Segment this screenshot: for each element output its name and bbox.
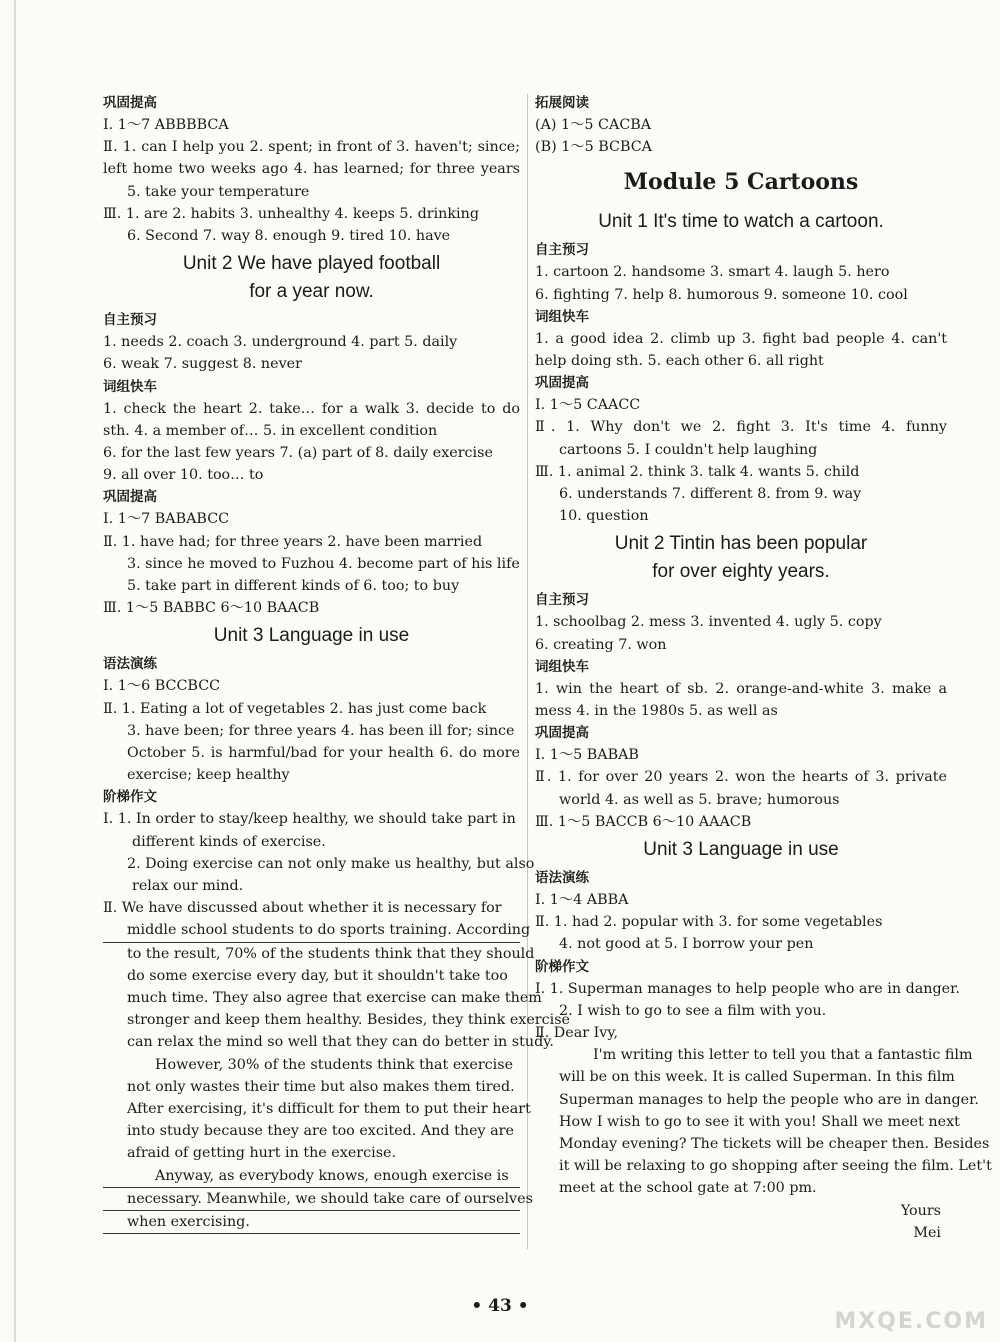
answer-line: Ⅱ. 1. Why don't we 2. fight 3. It's time 4. funny (535, 419, 947, 436)
page-edge (14, 0, 16, 1342)
unit-title (535, 208, 947, 236)
answer-line: Ⅱ. 1. have had; for three years 2. have been married (103, 533, 483, 550)
answer-line: relax our mind. (132, 878, 244, 895)
answer-line: sth. 4. a member of… 5. in excellent condition (103, 422, 438, 439)
answer-line: Ⅱ. 1. for over 20 years 2. won the hearts of 3. private (535, 769, 947, 786)
answer-line: (A) 1～5 CACBA (535, 117, 652, 133)
answer-line: 1. win the heart of sb. 2. orange-and-white 3. make a (535, 680, 947, 697)
page-number: • 43 • (471, 1296, 529, 1316)
section-heading: 自主预习 (103, 312, 157, 329)
unit-title-line: Unit 1 It's time to watch a cartoon. (598, 211, 884, 233)
answer-line: 2. I wish to go to see a film with you. (559, 1002, 827, 1019)
answer-line: Ⅰ. 1. In order to stay/keep healthy, we should take part in (103, 811, 516, 828)
answer-line: 5. take part in different kinds of 6. too; to buy (127, 578, 460, 594)
unit-title-line: Unit 2 We have played football (182, 253, 441, 275)
unit-title (103, 250, 520, 306)
essay-line: However, 30% of the students think that exercise (155, 1056, 514, 1073)
essay-line: middle school students to do sports training. According (103, 919, 520, 942)
answer-line: Ⅲ. 1. animal 2. think 3. talk 4. wants 5. child (535, 463, 860, 480)
answer-line: Ⅲ. 1～5 BACCB 6～10 AAACB (535, 813, 752, 830)
letter-signoff: Yours (900, 1202, 941, 1219)
answer-line: Ⅰ. 1. Superman manages to help people who are in danger. (535, 980, 960, 997)
answer-line: October 5. is harmful/bad for your health 6. do more (127, 745, 520, 762)
answer-line: 6. creating 7. won (535, 636, 667, 653)
letter-line: meet at the school gate at 7:00 pm. (559, 1180, 817, 1197)
letter-line: will be on this week. It is called Superman. In this film (559, 1069, 955, 1086)
essay-line: Ⅱ. We have discussed about whether it is necessary for (103, 900, 502, 917)
letter-line: I'm writing this letter to tell you that a fantastic film (593, 1047, 973, 1064)
section-heading: 拓展阅读 (535, 95, 589, 111)
answer-line: Ⅱ. 1. had 2. popular with 3. for some vegetables (535, 914, 883, 931)
letter-line: Superman manages to help the people who are in danger. (559, 1091, 979, 1108)
answer-line: 10. question (559, 508, 649, 525)
essay-line: can relax the mind so well that they can do better in study. (127, 1034, 554, 1051)
answer-line: exercise; keep healthy (127, 767, 290, 784)
answer-line: Ⅰ. 1～5 BABAB (535, 747, 639, 764)
answer-line: 6. fighting 7. help 8. humorous 9. someone 10. cool (535, 286, 908, 303)
answer-line: cartoons 5. I couldn't help laughing (559, 441, 818, 458)
section-heading: 巩固提高 (535, 375, 589, 392)
section-heading: 词组快车 (103, 378, 157, 395)
essay-line: into study because they are too excited. And they are (127, 1123, 514, 1140)
unit-title-line: Unit 2 Tintin has been popular (614, 533, 868, 555)
section-heading: 巩固提高 (103, 489, 157, 506)
answer-line: Ⅱ. 1. Eating a lot of vegetables 2. has just come back (103, 700, 487, 717)
section-heading: 词组快车 (535, 658, 589, 675)
answer-line: Ⅰ. 1～5 CAACC (535, 397, 641, 414)
answer-line: different kinds of exercise. (132, 833, 326, 850)
section-heading: 巩固提高 (103, 95, 157, 111)
letter-line: Ⅱ. Dear Ivy, (535, 1025, 619, 1042)
section-heading: 自主预习 (535, 242, 589, 259)
essay-line: to the result, 70% of the students think that they should (127, 945, 535, 962)
right-column (535, 92, 992, 1244)
answer-line: 2. Doing exercise can not only make us healthy, but also (127, 855, 535, 872)
unit-title (103, 622, 520, 650)
answer-line: 1. cartoon 2. handsome 3. smart 4. laugh 5. hero (535, 264, 890, 281)
unit-title (535, 530, 947, 586)
section-heading: 巩固提高 (535, 725, 589, 742)
answer-line: 1. needs 2. coach 3. underground 4. part 5. daily (103, 334, 458, 351)
letter-line: How I wish to go to see it with you! Shall we meet next (559, 1113, 960, 1130)
answer-line: 6. understands 7. different 8. from 9. way (559, 486, 862, 502)
unit-title-line: Unit 3 Language in use (213, 625, 410, 647)
answer-line: Ⅱ. 1. can I help you 2. spent; in front of 3. haven't; since; (103, 139, 520, 156)
answer-line: 6. Second 7. way 8. enough 9. tired 10. have (127, 227, 451, 244)
section-heading: 阶梯作文 (535, 958, 589, 975)
answer-line: Ⅰ. 1～7 BABABCC (103, 511, 230, 528)
section-heading: 自主预习 (535, 592, 589, 609)
unit-title-line: for over eighty years. (652, 561, 830, 583)
essay-line: do some exercise every day, but it shouldn't take too (127, 967, 508, 984)
essay-line: much time. They also agree that exercise can make them (127, 990, 542, 1007)
watermark: MXQE.COM (834, 1309, 988, 1334)
section-heading: 词组快车 (535, 308, 589, 325)
answer-line: left home two weeks ago 4. has learned; for three years (103, 161, 520, 178)
unit-title-line: Unit 3 Language in use (643, 839, 839, 860)
essay-line: stronger and keep them healthy. Besides, they think exercise (127, 1012, 571, 1029)
answer-line: 4. not good at 5. I borrow your pen (559, 936, 814, 953)
answer-line: Ⅰ. 1～6 BCCBCC (103, 678, 221, 695)
answer-line: mess 4. in the 1980s 5. as well as (535, 703, 778, 719)
section-heading: 语法演练 (535, 870, 589, 886)
module-title: Module 5 Cartoons (623, 169, 859, 196)
essay-line: necessary. Meanwhile, we should take care of ourselves (103, 1188, 520, 1211)
answer-line: 6. weak 7. suggest 8. never (103, 356, 302, 373)
answer-line: (B) 1～5 BCBCA (535, 139, 652, 156)
answer-line: help doing sth. 5. each other 6. all right (535, 353, 824, 369)
answer-line: 9. all over 10. too… to (103, 467, 264, 484)
letter-line: it will be relaxing to go shopping after seeing the film. Let't (559, 1158, 992, 1175)
unit-title-line: for a year now. (249, 281, 374, 303)
answer-line: Ⅰ. 1～4 ABBA (535, 892, 629, 908)
essay-line: not only wastes their time but also makes them tired. (127, 1078, 515, 1095)
answer-line: Ⅲ. 1. are 2. habits 3. unhealthy 4. keeps 5. drinking (103, 205, 479, 222)
letter-signoff: Mei (913, 1224, 941, 1241)
answer-line: 1. check the heart 2. take… for a walk 3. decide to do (103, 400, 520, 417)
answer-line: 3. have been; for three years 4. has been ill for; since (127, 722, 515, 739)
essay-line: when exercising. (103, 1211, 520, 1234)
column-divider (527, 94, 528, 1249)
unit-title (535, 836, 947, 864)
letter-line: Monday evening? The tickets will be cheaper then. Besides (559, 1136, 990, 1153)
section-heading: 阶梯作文 (103, 789, 157, 806)
answer-line: 3. since he moved to Fuzhou 4. become part of his life (127, 555, 520, 572)
answer-line: 1. schoolbag 2. mess 3. invented 4. ugly 5. copy (535, 614, 882, 631)
essay-line: Anyway, as everybody knows, enough exercise is (103, 1165, 520, 1188)
answer-line: Ⅰ. 1～7 ABBBBCA (103, 117, 229, 133)
essay-line: afraid of getting hurt in the exercise. (127, 1145, 397, 1162)
answer-line: Ⅲ. 1～5 BABBC 6～10 BAACB (103, 600, 320, 617)
section-heading: 语法演练 (103, 656, 157, 673)
answer-line: 6. for the last few years 7. (a) part of 8. daily exercise (103, 444, 493, 461)
answer-line: world 4. as well as 5. brave; humorous (559, 791, 840, 808)
answer-line: 5. take your temperature (127, 183, 310, 200)
essay-line: After exercising, it's difficult for them to put their heart (127, 1101, 531, 1118)
answer-line: 1. a good idea 2. climb up 3. fight bad people 4. can't (535, 330, 947, 347)
